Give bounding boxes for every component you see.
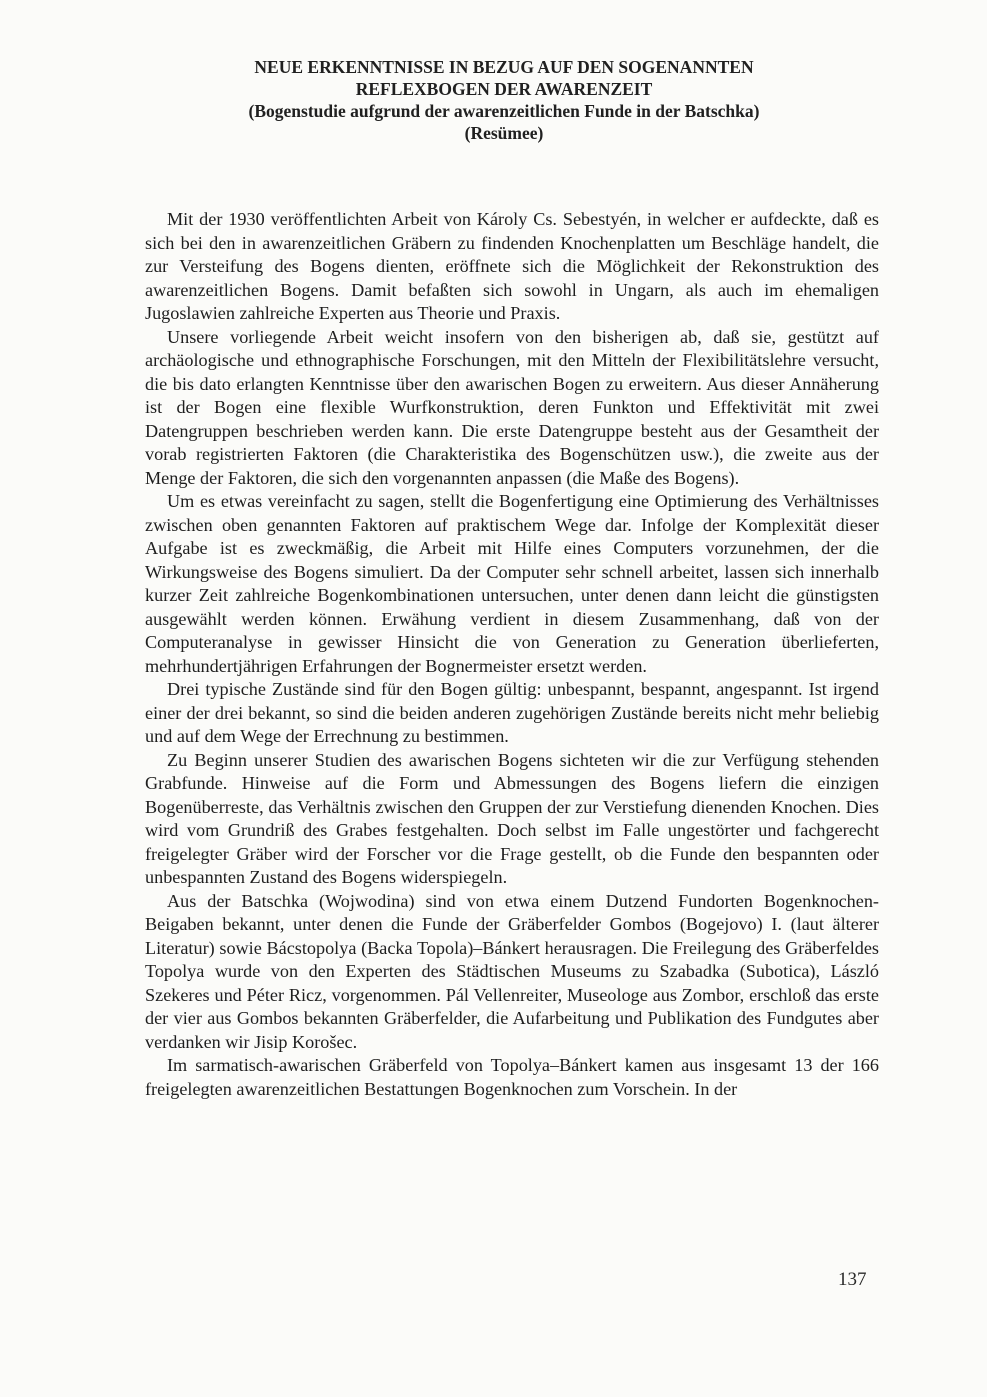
- article-heading: [150, 56, 858, 144]
- heading-line-1: NEUE ERKENNTNISSE IN BEZUG AUF DEN SOGENANNTEN: [254, 57, 754, 77]
- heading-line-3: (Bogenstudie aufgrund der awarenzeitlichen Funde in der Batschka): [248, 101, 760, 121]
- paragraph-3: Um es etwas vereinfacht zu sagen, stellt die Bogenfertigung eine Optimierung des Verhältnisses zwischen oben genannten Faktoren auf praktischem Wege dar. Infolge der Komplexität dieser Aufgabe ist es zweckmäßig, die Arbeit mit Hilfe eines Computers vorzunehmen, der die Wirkungsweise des Bogens simuliert. Da der Computer sehr schnell arbeitet, lassen sich innerhalb kurzer Zeit zahlreiche Bogenkombinationen untersuchen, unter denen dann leicht die günstigsten ausgewählt werden können. Erwähung verdient in diesem Zusammenhang, daß von der Computeranalyse in gewisser Hinsicht die von Generation zu Generation überlieferten, mehrhundertjährigen Erfahrungen der Bognermeister ersetzt werden.: [145, 491, 879, 676]
- paragraph-5: Zu Beginn unserer Studien des awarischen Bogens sichteten wir die zur Verfügung stehenden Grabfunde. Hinweise auf die Form und Abmessungen des Bogens liefern die einzigen Bogenüberreste, das Verhältnis zwischen den Gruppen der zur Verstiefung dienenden Knochen. Dies wird vom Grundriß des Grabes festgehalten. Doch selbst im Falle ungestörter und fachgerecht freigelegter Gräber wird der Forscher vor die Frage gestellt, ob die Funde den bespannten oder unbespannten Zustand des Bogens widerspiegeln.: [145, 749, 879, 887]
- paragraph-2: Unsere vorliegende Arbeit weicht insofern von den bisherigen ab, daß sie, gestützt auf archäologische und ethnographische Forschungen, mit den Mitteln der Flexibilitätslehre versucht, die bis dato erlangten Kenntnisse über den awarischen Bogen zu erweitern. Aus dieser Annäherung ist der Bogen eine flexible Wurfkonstruktion, deren Funkton und Effektivität mit zwei Datengruppen beschrieben werden kann. Die erste Datengruppe besteht aus der Gesamtheit der vorab registrierten Faktoren (die Charakteristika des Bogenschützen usw.), die zweite aus der Menge der Faktoren, die sich den vorgenannten anpassen (die Maße des Bogens).: [145, 326, 879, 488]
- article-body: [145, 208, 879, 1101]
- paragraph-1: Mit der 1930 veröffentlichten Arbeit von Károly Cs. Sebestyén, in welcher er aufdeckte, daß es sich bei den in awarenzeitlichen Gräbern zu findenden Knochenplatten um Beschläge handelt, die zur Versteifung des Bogens dienten, eröffnete sich die Möglichkeit der Rekonstruktion des awarenzeitlichen Bogens. Damit befaßten sich sowohl in Ungarn, als auch im ehemaligen Jugoslawien zahlreiche Experten aus Theorie und Praxis.: [145, 209, 879, 323]
- page-number: 137: [838, 1269, 867, 1290]
- paragraph-6: Aus der Batschka (Wojwodina) sind von etwa einem Dutzend Fundorten Bogenknochen-Beigaben bekannt, unter denen die Funde der Gräberfelder Gombos (Bogejovo) I. (laut älterer Literatur) sowie Bácstopolya (Backa Topola)–Bánkert herausragen. Die Freilegung des Gräberfeldes Topolya wurde von den Experten des Städtischen Museums zu Szabadka (Subotica), László Szekeres und Péter Ricz, vorgenommen. Pál Vellenreiter, Museologe aus Zombor, erschloß das erste der vier aus Gombos bekannten Gräberfelder, die Aufarbeitung und Publikation des Fundgutes aber verdanken wir Jisip Korošec.: [145, 890, 879, 1052]
- paragraph-7: Im sarmatisch-awarischen Gräberfeld von Topolya–Bánkert kamen aus insgesamt 13 der 166 freigelegten awarenzeitlichen Bestattungen Bogenknochen zum Vorschein. In der: [145, 1055, 879, 1099]
- heading-line-4: (Resümee): [464, 123, 544, 143]
- paragraph-4: Drei typische Zustände sind für den Bogen gültig: unbespannt, bespannt, angespannt. Ist irgend einer der drei bekannt, so sind die beiden anderen zugehörigen Zustände bereits nicht mehr beliebig und auf dem Wege der Errechnung zu bestimmen.: [145, 679, 879, 746]
- heading-line-2: REFLEXBOGEN DER AWARENZEIT: [355, 79, 653, 99]
